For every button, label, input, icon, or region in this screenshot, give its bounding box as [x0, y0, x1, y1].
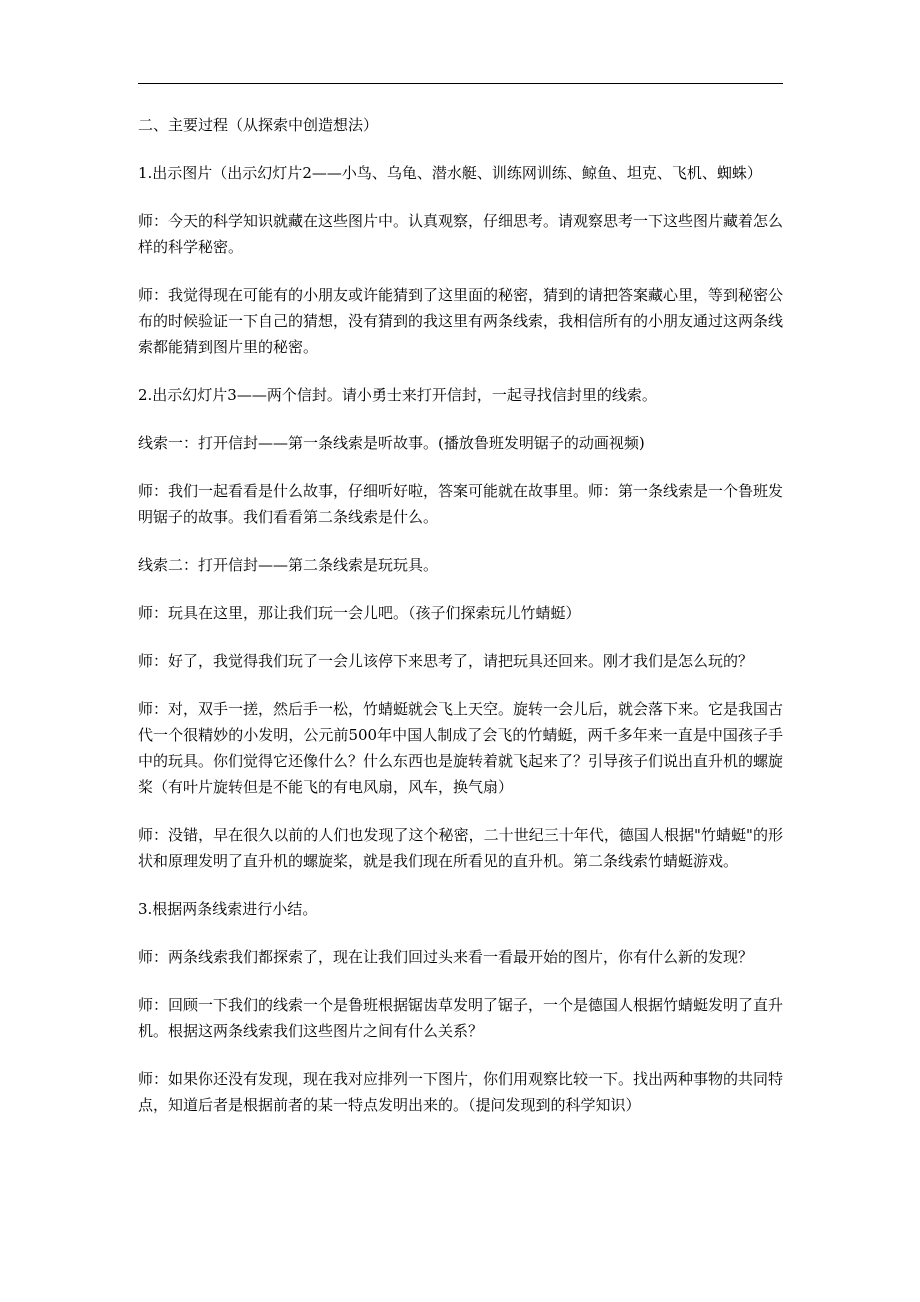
paragraph-teacher-relation: 师：回顾一下我们的线索一个是鲁班根据锯齿草发明了锯子，一个是德国人根据竹蜻蜓发明了直升机。根据这两条线索我们这些图片之间有什么关系？: [138, 996, 784, 1040]
paragraph-teacher-stop: 师：好了，我觉得我们玩了一会儿该停下来思考了，请把玩具还回来。刚才我们是怎么玩的？: [138, 652, 754, 670]
paragraph-step-2: 2.出示幻灯片3——两个信封。请小勇士来打开信封，一起寻找信封里的线索。: [138, 386, 657, 404]
paragraph-step-3: 3.根据两条线索进行小结。: [138, 900, 318, 918]
section-heading: 二、主要过程（从探索中创造想法）: [138, 116, 379, 134]
paragraph-step-1: 1.出示图片（出示幻灯片2——小鸟、乌龟、潜水艇、训练网训练、鲸鱼、坦克、飞机、蜘蛛）: [138, 164, 762, 182]
header-rule: [138, 83, 783, 84]
paragraph-teacher-review: 师：两条线索我们都探索了，现在让我们回过头来看一看最开始的图片，你有什么新的发现？: [138, 948, 754, 966]
paragraph-teacher-helicopter: 师：没错，早在很久以前的人们也发现了这个秘密，二十世纪三十年代，德国人根据"竹蜻蜓"的形状和原理发明了直升机的螺旋桨，就是我们现在所看见的直升机。第二条线索竹蜻蜓游戏。: [138, 826, 783, 870]
paragraph-teacher-toy: 师：玩具在这里，那让我们玩一会儿吧。（孩子们探索玩儿竹蜻蜓）: [138, 604, 581, 622]
paragraph-teacher-compare: 师：如果你还没有发现，现在我对应排列一下图片，你们用观察比较一下。找出两种事物的共同特点，知道后者是根据前者的某一特点发明出来的。（提问发现到的科学知识）: [138, 1070, 784, 1114]
document-body: [138, 112, 783, 1140]
paragraph-teacher-dragonfly: 师：对，双手一搓，然后手一松，竹蜻蜓就会飞上天空。旋转一会儿后，就会落下来。它是我国古代一个很精妙的小发明，公元前500年中国人制成了会飞的竹蜻蜓，两千多年来一直是中国孩子手中的玩具。你们觉得它还像什么？什么东西也是旋转着就飞起来了？引导孩子们说出直升机的螺旋桨（有叶片旋转但是不能飞的有电风扇，风车，换气扇）: [138, 700, 784, 796]
paragraph-clue-one: 线索一：打开信封——第一条线索是听故事。(播放鲁班发明锯子的动画视频): [138, 434, 645, 452]
paragraph-teacher-story: 师：我们一起看看是什么故事，仔细听好啦，答案可能就在故事里。师：第一条线索是一个鲁班发明锯子的故事。我们看看第二条线索是什么。: [138, 482, 784, 526]
paragraph-teacher-clues: 师：我觉得现在可能有的小朋友或许能猜到了这里面的秘密，猜到的请把答案藏心里，等到秘密公布的时候验证一下自己的猜想，没有猜到的我这里有两条线索，我相信所有的小朋友通过这两条线索都能猜到图片里的秘密。: [138, 286, 784, 356]
paragraph-clue-two: 线索二：打开信封——第二条线索是玩玩具。: [138, 556, 439, 574]
paragraph-teacher-intro: 师：今天的科学知识就藏在这些图片中。认真观察，仔细思考。请观察思考一下这些图片藏着怎么样的科学秘密。: [138, 212, 784, 256]
